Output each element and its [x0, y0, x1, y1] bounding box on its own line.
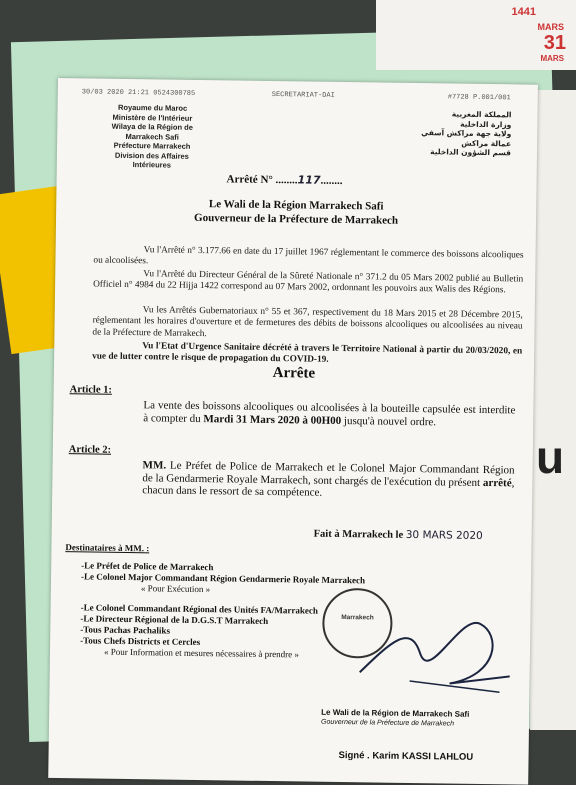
signature-title-gouverneur: Gouverneur de la Préfecture de Marrakech	[320, 718, 455, 728]
consideration-3: Vu les Arrêtés Gubernatoriaux n° 55 et 367, respectivement du 18 Mars 2015 et 28 Décembre 2015, réglementant les horaires d'ouverture et de fermetures des débits de boissons alcooliques ou alcoolisées au niveau de la Préfecture de Marrakech.	[92, 305, 523, 339]
article-1-text-a: La vente des boissons alcooliques ou alcoolisées à la bouteille capsulée est interdite à compter du	[143, 399, 516, 425]
consideration-2: Vu l'Arrêté du Directeur Général de la Sûreté Nationale n° 371.2 du 05 Mars 2002 publié au Bulletin Officiel n° 4984 du 22 Hijja 1422 correspond au 07 Mars 2002, ordonnant les pouvoirs aux Walis des Régions.	[93, 269, 524, 296]
fait-date-stamp: 30 MARS 2020	[405, 528, 483, 542]
header-left-line: Division des Affaires	[114, 150, 189, 161]
destinataire-note: « Pour Exécution »	[140, 583, 211, 595]
destinataires-group-1	[81, 560, 365, 597]
article-1-text	[143, 399, 515, 429]
background-calendar	[376, 0, 576, 70]
consideration-1: Vu l'Arrêté n° 3.177.66 en date du 17 juillet 1967 réglementant le commerce des boissons alcooliques ou alcoolisées.	[93, 245, 524, 267]
signed-by: Signé . Karim KASSI LAHLOU	[338, 749, 474, 763]
article-2-label: Article 2:	[68, 444, 112, 456]
article-2-text-b: Le Préfet de Police de Marrakech et le Colonel Major Commandant Région de la Gendarmerie Royale Marrakech, sont chargés de l'exécution du présent	[142, 459, 515, 489]
arrete-number-label: Arrêté N°	[226, 173, 273, 187]
calendar-month-top: MARS	[537, 22, 564, 32]
fait-a-marrakech	[314, 528, 483, 542]
header-left-line: Wilaya de la Région de	[111, 121, 193, 132]
header-left-line: Marrakech Safi	[125, 131, 179, 142]
fax-header-center: SECRETARIAT-DAI	[271, 90, 335, 100]
destinataire-item: -Le Directeur Régional de la D.G.S.T Marrakech	[80, 613, 269, 626]
background-big-text: u	[536, 431, 565, 483]
article-1-text-b: jusqu'à nouvel ordre.	[341, 414, 437, 428]
calendar-month-bottom: MARS	[540, 54, 564, 63]
destinataire-item: -Tous Pachas Pachaliks	[80, 624, 171, 636]
title-wali: Le Wali de la Région Marrakech Safi	[208, 198, 384, 213]
header-left-line: Royaume du Maroc	[117, 102, 188, 113]
header-left-block	[87, 102, 218, 170]
arrete-number-dots: ........	[320, 174, 343, 187]
consideration-4: Vu l'Etat d'Urgence Sanitaire décrété à travers le Territoire National à partir du 20/03/2020, en vue de lutter contre le risque de propagation du COVID-19.	[92, 341, 523, 366]
destinataire-note: « Pour Information et mesures nécessaires à prendre »	[103, 646, 299, 660]
header-left-line: Préfecture Marrakech	[113, 140, 191, 151]
calendar-year: 1441	[511, 6, 536, 18]
fax-header-right: #7728 P.001/001	[447, 93, 511, 103]
destinataires-title: Destinataires à MM. :	[65, 542, 150, 554]
arrete-number-value: 117	[297, 173, 321, 187]
header-right-line: عمالة مراكش	[461, 138, 512, 148]
destinataire-item: -Le Préfet de Police de Marrakech	[81, 560, 214, 573]
article-1-label: Article 1:	[69, 384, 113, 396]
article-2-text	[142, 459, 514, 502]
fait-label: Fait à Marrakech le	[313, 528, 404, 541]
header-right-line: ولاية جهة مراكش آسفي	[421, 128, 512, 139]
destinataire-item: -Le Colonel Commandant Régional des Unités FA/Marrakech	[80, 602, 318, 616]
article-2-arrete: arrêté	[482, 476, 512, 489]
header-right-line: المملكة المغربية	[451, 109, 512, 120]
header-right-line: وزارة الداخلية	[460, 119, 512, 129]
arrete-document	[48, 78, 538, 785]
article-1-date: Mardi 31 Mars 2020 à 00H00	[203, 412, 342, 427]
fax-header-left: 30/03 2020 21:21 0524300785	[81, 88, 196, 98]
destinataire-item: -Le Colonel Major Commandant Région Gendarmerie Royale Marrakech	[80, 571, 366, 586]
header-right-block-arabic	[401, 109, 512, 158]
destinataire-item: -Tous Chefs Districts et Cercles	[80, 635, 201, 648]
title-gouverneur: Gouverneur de la Préfecture de Marrakech	[193, 211, 399, 227]
header-right-line: قسم الشؤون الداخلية	[430, 147, 512, 158]
signature-title-wali: Le Wali de la Région de Marrakech Safi	[321, 707, 470, 719]
arrete-heading: Arrête	[272, 365, 316, 382]
article-2-mm: MM.	[142, 459, 167, 472]
background-right-sheet	[530, 90, 576, 730]
arrete-number-dots: ........	[275, 174, 298, 187]
handwritten-signature-icon	[349, 602, 520, 694]
arrete-number	[227, 172, 343, 187]
header-left-line: Ministère de l'Intérieur	[112, 112, 193, 123]
header-left-line: Intérieures	[132, 160, 172, 170]
article-2-text-c: , chacun dans le ressort de sa compétence.	[142, 476, 515, 499]
destinataires-group-2	[80, 602, 318, 660]
stamp-text: Marrakech	[341, 614, 374, 622]
calendar-day: 31	[543, 32, 566, 54]
